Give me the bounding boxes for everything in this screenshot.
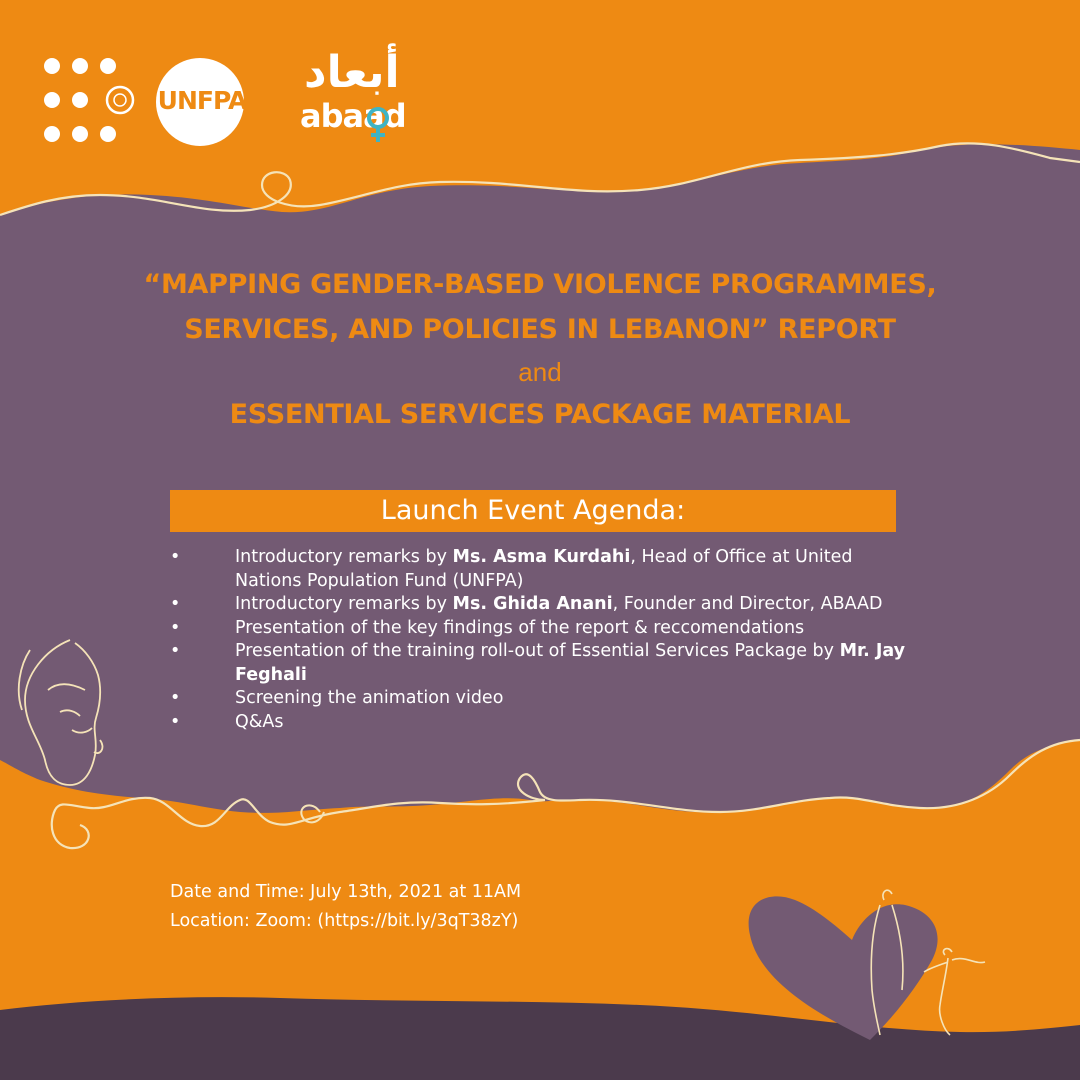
bullet-icon: • — [170, 594, 181, 614]
unfpa-dots-icon — [44, 58, 116, 142]
bullet-icon: • — [170, 711, 181, 732]
bullet-icon: • — [170, 641, 181, 661]
bullet-icon: • — [170, 547, 181, 567]
bullet-icon: • — [170, 688, 181, 708]
title-line-1: “MAPPING GENDER-BASED VIOLENCE PROGRAMMES, — [143, 269, 937, 300]
event-datetime: Date and Time: July 13th, 2021 at 11AM — [170, 882, 522, 902]
abaad-gender-symbol-icon — [366, 106, 390, 146]
bottom-dark-band — [0, 997, 1080, 1080]
report-title — [60, 262, 1020, 437]
abaad-arabic-wordmark: أبعاد — [304, 47, 400, 98]
bullet-icon: • — [170, 617, 181, 638]
abaad-logo — [298, 48, 428, 148]
abaad-latin-wordmark: abaad — [300, 97, 406, 135]
event-location-link[interactable]: Location: Zoom: (https://bit.ly/3qT38zY) — [170, 911, 519, 931]
speaker-name: Ms. Ghida Anani — [452, 594, 613, 614]
agenda-list — [170, 546, 910, 734]
unfpa-logo — [40, 52, 250, 152]
agenda-item: • Introductory remarks by Ms. Ghida Anani, Founder and Director, ABAAD — [170, 593, 910, 617]
speaker-name: Mr. Jay Feghali — [235, 641, 906, 685]
agenda-item: • Introductory remarks by Ms. Asma Kurdahi, Head of Office at United Nations Population Fund (UNFPA) — [170, 547, 853, 591]
agenda-heading: Launch Event Agenda: — [170, 490, 896, 532]
unfpa-wordmark: UNFPA — [157, 86, 247, 115]
speaker-name: Ms. Asma Kurdahi — [452, 547, 631, 567]
event-info — [170, 878, 521, 936]
agenda-item: • Presentation of the training roll-out of Essential Services Package by Mr. Jay Feghali — [170, 641, 906, 685]
title-line-2: SERVICES, AND POLICIES IN LEBANON” REPORT — [184, 314, 896, 345]
agenda-item: • Presentation of the key findings of the report & reccomendations — [170, 617, 910, 641]
agenda-item: • Q&As — [170, 711, 910, 735]
agenda-item: • Screening the animation video — [170, 687, 910, 711]
title-connector: and — [518, 357, 562, 387]
title-line-3: ESSENTIAL SERVICES PACKAGE MATERIAL — [229, 399, 851, 430]
